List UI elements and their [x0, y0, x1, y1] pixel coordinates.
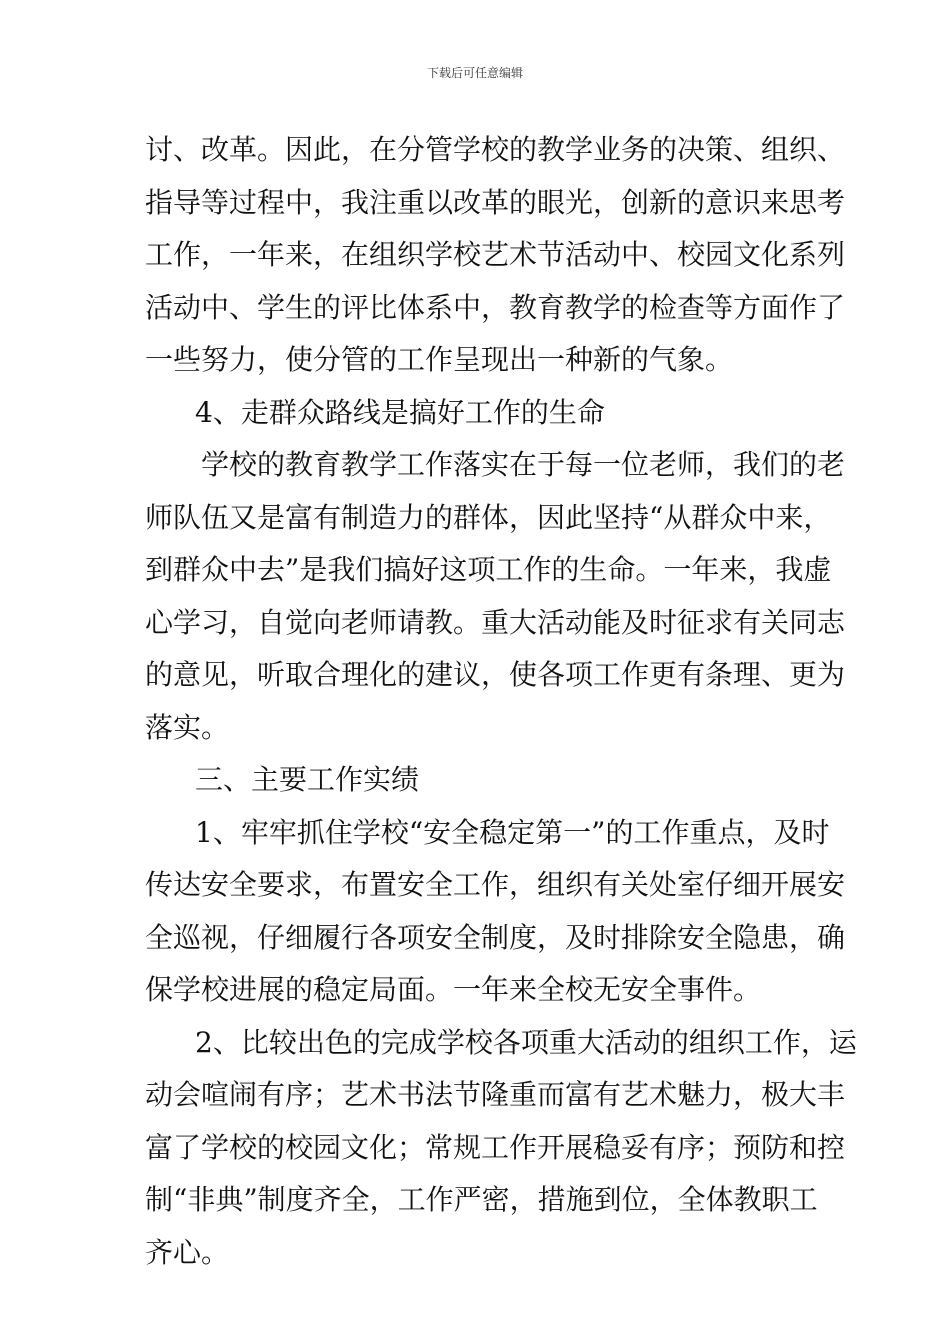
- section-heading: 三、主要工作实绩: [195, 763, 420, 796]
- page-header: 下载后可任意编辑: [426, 66, 523, 80]
- text-line: 动会喧闹有序；艺术书法节隆重而富有艺术魅力，极大丰: [145, 1078, 846, 1111]
- text-line: 富了学校的校园文化；常规工作开展稳妥有序；预防和控: [145, 1130, 846, 1164]
- text-line: 一些努力，使分管的工作呈现出一种新的气象。: [145, 343, 734, 376]
- text-line: 2、比较出色的完成学校各项重大活动的组织工作，运: [195, 1025, 857, 1059]
- text-line: 学校的教育教学工作落实在于每一位老师，我们的老: [201, 448, 846, 481]
- text-line: 传达安全要求，布置安全工作，组织有关处室仔细开展安: [145, 868, 846, 901]
- text-line: 活动中、学生的评比体系中，教育教学的检查等方面作了: [145, 290, 846, 324]
- text-line: 落实。: [145, 710, 230, 744]
- text-line: 指导等过程中，我注重以改革的眼光，创新的意识来思考: [145, 185, 846, 219]
- text-line: 齐心。: [145, 1235, 230, 1269]
- text-line: 师队伍又是富有制造力的群体，因此坚持“从群众中来，: [145, 500, 832, 534]
- document-body: [145, 124, 857, 1279]
- text-line: 的意见，听取合理化的建议，使各项工作更有条理、更为: [145, 658, 846, 691]
- section-heading: 4、走群众路线是搞好工作的生命: [195, 395, 605, 429]
- text-line: 1、牢牢抓住学校“安全稳定第一”的工作重点，及时: [195, 815, 830, 849]
- text-line: 全巡视，仔细履行各项安全制度，及时排除安全隐患，确: [145, 920, 846, 954]
- text-line: 讨、改革。因此，在分管学校的教学业务的决策、组织、: [145, 133, 846, 166]
- text-line: 心学习，自觉向老师请教。重大活动能及时征求有关同志: [145, 605, 846, 639]
- text-line: 制“非典”制度齐全，工作严密，措施到位，全体教职工: [145, 1183, 818, 1216]
- text-line: 到群众中去”是我们搞好这项工作的生命。一年来，我虚: [145, 553, 832, 586]
- text-line: 工作，一年来，在组织学校艺术节活动中、校园文化系列: [145, 238, 846, 271]
- text-line: 保学校进展的稳定局面。一年来全校无安全事件。: [145, 973, 762, 1006]
